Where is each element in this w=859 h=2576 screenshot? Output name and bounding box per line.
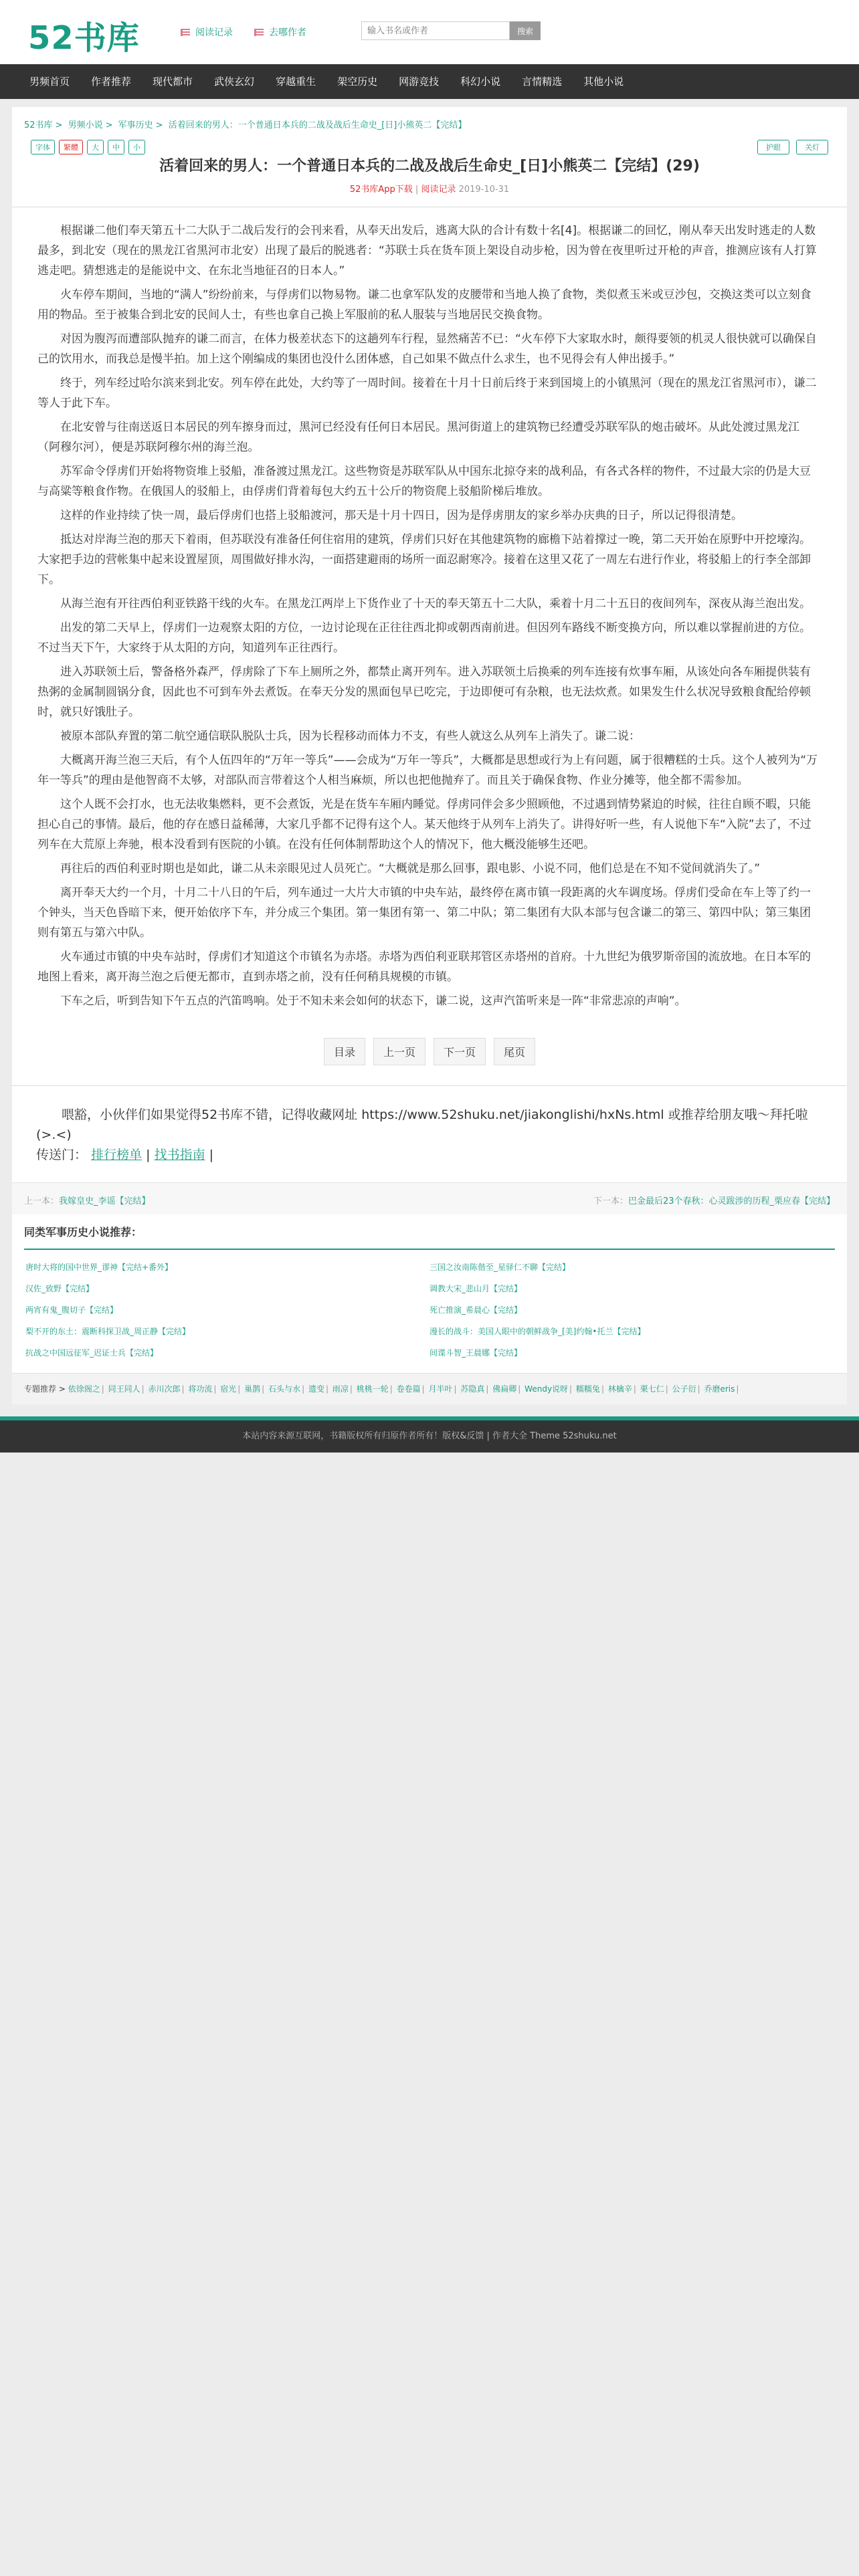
paragraph: 火车通过市镇的中央车站时，俘虏们才知道这个市镇名为赤塔。赤塔为西伯利亚联邦管区赤塔州的首府。十九世纪为俄罗斯帝国的流放地。在日本军的地图上看来，离开海兰泡之后便无都市，直到赤塔之前，没有任何稍具规模的市镇。 [37, 950, 811, 984]
tag-separator: | [262, 1384, 265, 1394]
search-input[interactable] [361, 21, 510, 40]
related-book-link[interactable]: 漫长的战斗：美国人眼中的朝鲜战争_[美]约翰•托兰【完结】 [430, 1327, 646, 1336]
tag-link[interactable]: 乔磨eris [704, 1384, 735, 1394]
site-footer: 本站内容来源互联网，书籍版权所有归原作者所有！版权&反馈 | 作者大全 Theme 52shuku.net [0, 1420, 859, 1453]
related-item [430, 1278, 834, 1299]
nav-item[interactable]: 男频首页 [29, 76, 70, 88]
display-tools [757, 140, 828, 154]
tag-separator: | [213, 1384, 217, 1394]
related-book-link[interactable]: 汉佐_致野【完结】 [25, 1284, 94, 1293]
paragraph: 在北安曾与往南送返日本居民的列车擦身而过，黑河已经没有任何日本居民。黑河街道上的建筑物已经遭受苏联军队的炮击破坏。从此处渡过黑龙江（阿穆尔河），便是苏联阿穆尔州的海兰泡。 [37, 421, 799, 454]
chapter-pager [12, 1038, 847, 1065]
main-content [12, 107, 847, 1404]
nav-item[interactable]: 穿越重生 [276, 76, 316, 88]
tag-link[interactable]: 同王同人 [108, 1384, 140, 1394]
tag-separator: | [736, 1384, 739, 1394]
next-book-link[interactable]: 巴金最后23个春秋：心灵跋涉的历程_栗应春【完结】 [628, 1196, 835, 1206]
related-heading: 同类军事历史小说推荐： [24, 1224, 835, 1250]
site-logo[interactable]: 52书库 [28, 19, 140, 57]
tag-link[interactable]: 苏隐真 [460, 1384, 485, 1394]
tag-separator: | [454, 1384, 457, 1394]
font-large-button[interactable]: 大 [87, 140, 104, 154]
paragraph: 对因为腹泻而遭部队抛弃的谦二而言，在体力极差状态下的这趟列车行程，显然痛苦不已：“火车停下大家取水时，颇得要领的机灵人很快就可以确保自己的饮用水，而我总是慢半拍。加上这个刚编成的集团也没什么团体感，自己如果不做点什么求生，也不见得会有人伸出援手。” [37, 332, 817, 366]
tag-link[interactable]: 林檎辛 [607, 1384, 632, 1394]
last-page-button[interactable]: 尾页 [494, 1038, 535, 1065]
tag-link[interactable]: 赤川次郎 [148, 1384, 181, 1394]
tag-link[interactable]: 遗变 [308, 1384, 324, 1394]
author-link-label: 去哪作者 [269, 27, 306, 38]
bookmark-tip [12, 1085, 847, 1182]
tag-separator: | [181, 1384, 185, 1394]
chapter-text [12, 207, 847, 1022]
chapter-meta [12, 182, 847, 195]
tag-separator: | [697, 1384, 700, 1394]
chapter-title: 活着回来的男人：一个普通日本兵的二战及战后生命史_[日]小熊英二【完结】(29) [159, 158, 700, 175]
guide-link[interactable]: 找书指南 [154, 1148, 205, 1162]
font-small-button[interactable]: 小 [128, 140, 145, 154]
paragraph: 苏军命令俘虏们开始将物资堆上驳船，准备渡过黑龙江。这些物资是苏联军队从中国东北掠夺来的战利品，有各式各样的物件，不过最大宗的仍是大豆与高粱等粮食作物。在俄国人的驳船上，由俘虏们背着每包大约五十公斤的物资爬上驳船阶梯后堆放。 [37, 465, 811, 498]
related-item [430, 1257, 834, 1278]
prev-book [24, 1194, 151, 1206]
paragraph: 根据谦二他们奉天第五十二大队于二战后发行的会刊来看，从奉天出发后，逃离大队的合计有数十名[4]。根据谦二的回忆，刚从奉天出发时逃走的人数最多，到北安（现在的黑龙江省黑河市北安）出现了最后的脱逃者：“苏联士兵在货车顶上架设自动步枪，因为曾在夜里听过开枪的声音，推测应该有人打算逃走吧。猜想逃走的是能说中文、在东北当地征召的日本人。” [37, 224, 817, 278]
tag-link[interactable]: 公子衍 [672, 1384, 696, 1394]
related-book-link[interactable]: 三国之汝南陈偕至_星驿仁不聊【完结】 [430, 1263, 571, 1272]
font-medium-button[interactable]: 中 [108, 140, 124, 154]
site-header [0, 0, 859, 64]
main-nav [0, 64, 859, 99]
related-book-link[interactable]: 唐时大将的国中世界_谬神【完结+番外】 [25, 1263, 173, 1272]
tag-separator: | [349, 1384, 353, 1394]
tag-link[interactable]: 巢鹊 [244, 1384, 261, 1394]
breadcrumb-separator: > [55, 120, 63, 130]
font-button[interactable]: 字体 [31, 140, 55, 154]
related-book-link[interactable]: 抗战之中国远征军_迟证士兵【完结】 [25, 1348, 159, 1358]
tag-link[interactable]: 栗七仁 [640, 1384, 664, 1394]
tag-separator: | [486, 1384, 489, 1394]
related-item [430, 1342, 834, 1364]
paragraph: 离开奉天大约一个月，十月二十八日的午后，列车通过一大片大市镇的中央车站，最终停在离市镇一段距离的火车调度场。俘虏们受命在车上等了约一个钟头，当天色昏暗下来，便开始依序下车，并分成三个集团。第一集团有第一、第二中队；第二集团有大队本部与包含谦二的第三、第四中队；第三集团则有第五与第六中队。 [37, 886, 811, 940]
tag-link[interactable]: 石头与水 [268, 1384, 301, 1394]
breadcrumb [12, 107, 847, 137]
toc-button[interactable]: 目录 [324, 1038, 365, 1065]
tip-transfer-label: 传送门： [36, 1148, 88, 1162]
ranking-link[interactable]: 排行榜单 [91, 1148, 142, 1162]
tag-link[interactable]: 卷卷篇 [396, 1384, 421, 1394]
traditional-button[interactable]: 繁體 [59, 140, 83, 154]
paragraph: 大概离开海兰泡三天后，有个人伍四年的“万年一等兵”——会成为“万年一等兵”，大概都是思想或行为上有问题，属于很糟糕的士兵。这个人被列为“万年一等兵”的理由是他智商不太够，对部队而言带着这个人相当麻烦，所以也把他抛弃了。而且关于确保食物、作业分摊等，他全都不需参加。 [37, 754, 818, 787]
tip-separator: | [146, 1148, 151, 1162]
related-item [25, 1278, 430, 1299]
nav-item[interactable]: 言情精选 [522, 76, 563, 88]
nav-item[interactable]: 网游竞技 [399, 76, 440, 88]
tag-separator: | [141, 1384, 145, 1394]
paragraph: 下车之后，听到告知下午五点的汽笛鸣响。处于不知未来会如何的状态下，谦二说，这声汽笛听来是一阵“非常悲凉的声响”。 [60, 994, 686, 1008]
tag-separator: | [665, 1384, 668, 1394]
reader-toolbar [12, 137, 847, 157]
tag-link[interactable]: 将功流 [188, 1384, 213, 1394]
paragraph: 从海兰泡有开往西伯利亚铁路干线的火车。在黑龙江两岸上下货作业了十天的奉天第五十二大队，乘着十月二十五日的夜间列车，深夜从海兰泡出发。 [60, 597, 811, 611]
related-item [430, 1299, 834, 1321]
related-item [25, 1321, 430, 1342]
eye-care-button[interactable]: 护眼 [757, 140, 789, 154]
related-item [25, 1299, 430, 1321]
search-bar [361, 21, 541, 40]
tag-link[interactable]: 月半叶 [428, 1384, 453, 1394]
prev-page-button[interactable]: 上一页 [373, 1038, 425, 1065]
tag-separator: | [601, 1384, 604, 1394]
paragraph: 出发的第二天早上，俘虏们一边观察太阳的方位，一边讨论现在正往往西北抑或朝西南前进。但因列车路线不断变换方向，所以难以掌握前进的方位。不过当天下午，大家终于从太阳的方向，知道列车正往西行。 [37, 621, 811, 655]
paragraph: 火车停车期间，当地的“满人”纷纷前来，与俘虏们以物易物。谦二也拿军队发的皮腰带和当地人换了食物，类似煮玉米或豆沙包，交换这类可以立刻食用的物品。至于被集合到北安的民间人士，有些也拿自己换上军服前的私人服装与当地居民交换食物。 [37, 288, 812, 322]
related-item [430, 1321, 834, 1342]
related-book-link[interactable]: 间谍斗智_王晨娜【完结】 [430, 1348, 522, 1358]
nav-item[interactable]: 作者推荐 [91, 76, 132, 88]
reading-history-label: 阅读记录 [195, 27, 233, 38]
nav-item[interactable]: 现代都市 [153, 76, 193, 88]
paragraph: 再往后的西伯利亚时期也是如此，谦二从未亲眼见过人员死亡。“大概就是那么回事，跟电影、小说不同，他们总是在不知不觉间就消失了。” [60, 862, 761, 875]
reading-history-link[interactable] [181, 25, 233, 39]
author-link[interactable] [254, 25, 306, 39]
tag-link[interactable]: Wendy说呀 [524, 1384, 569, 1394]
font-tools [31, 140, 145, 154]
related-book-link[interactable]: 死亡推演_希晨心【完结】 [430, 1305, 522, 1315]
paragraph: 被原本部队弃置的第二航空通信联队脱队士兵，因为长程移动而体力不支，有些人就这么从列车上消失了。谦二说： [60, 730, 640, 743]
prev-book-label: 上一本： [24, 1196, 60, 1206]
chapter-date: 2019-10-31 [458, 185, 510, 195]
tag-link[interactable]: 佛扁卿 [492, 1384, 517, 1394]
tag-separator: | [421, 1384, 425, 1394]
breadcrumb-separator: > [155, 120, 163, 130]
next-page-button[interactable]: 下一页 [434, 1038, 486, 1065]
prev-next-books [12, 1182, 847, 1214]
paragraph: 抵达对岸海兰泡的那天下着雨，但苏联没有准备任何住宿用的建筑，俘虏们只好在其他建筑物的廊檐下站着撑过一晚，第二天开始在原野中开挖壕沟。大家把手边的营帐集中起来设置屋顶，周围做好排水沟，一面搭建避雨的场所一面忍耐寒冷。接着在这里又花了一周左右进行作业，将驳船上的行李全部卸下。 [37, 533, 811, 586]
nav-item[interactable]: 其他小说 [583, 76, 624, 88]
tip-separator: | [209, 1148, 214, 1162]
reading-history-meta-link[interactable]: 阅读记录 [421, 185, 456, 195]
paragraph: 这个人既不会打水，也无法收集燃料，更不会煮饭，光是在货车车厢内睡觉。俘虏同伴会多少照顾他，不过遇到情势紧迫的时候，往往自顾不暇，只能担心自己的事情。最后，他的存在感日益稀薄，大家几乎都不记得有这个人。某天他终于从列车上消失了。讲得好听一些，有人说他下车“入院”去了，不过列车在大荒原上奔驰，根本没看到有医院的小镇。在没有任何体制帮助这个人的情况下，他大概没能够生还吧。 [37, 798, 812, 851]
next-book-label: 下一本： [593, 1196, 628, 1206]
tag-link[interactable]: 雨凉 [332, 1384, 349, 1394]
related-item [25, 1257, 430, 1278]
tag-separator: | [518, 1384, 521, 1394]
related-book-link[interactable]: 调教大宋_悲山月【完结】 [430, 1284, 522, 1293]
list-icon [181, 29, 190, 36]
list-icon [254, 29, 264, 36]
nav-item[interactable]: 科幻小说 [460, 76, 501, 88]
related-list [24, 1250, 835, 1368]
tag-link[interactable]: 宿光 [220, 1384, 237, 1394]
tag-link[interactable]: 依徐阁之 [68, 1384, 100, 1394]
breadcrumb-item[interactable]: 52书库 [24, 120, 53, 130]
tag-link[interactable]: 桃桃一轮 [356, 1384, 389, 1394]
tag-separator: | [633, 1384, 636, 1394]
lights-off-button[interactable]: 关灯 [796, 140, 828, 154]
tags-label: 专题推荐 > [24, 1384, 66, 1394]
tag-separator: | [302, 1384, 305, 1394]
search-button[interactable]: 搜索 [510, 21, 541, 40]
nav-item[interactable]: 武侠玄幻 [214, 76, 255, 88]
prev-book-link[interactable]: 我嫁皇史_李谣【完结】 [59, 1196, 151, 1206]
meta-separator: | [415, 185, 419, 195]
nav-item[interactable]: 架空历史 [337, 76, 378, 88]
tag-separator: | [237, 1384, 241, 1394]
next-book [593, 1194, 835, 1206]
topic-tags [12, 1373, 847, 1404]
related-item [25, 1342, 430, 1364]
tag-link[interactable]: 糯糯兔 [575, 1384, 600, 1394]
page-background [0, 1453, 859, 2121]
breadcrumb-item[interactable]: 军事历史 [118, 120, 153, 130]
tag-separator: | [325, 1384, 328, 1394]
breadcrumb-separator: > [105, 120, 113, 130]
related-books [12, 1214, 847, 1373]
breadcrumb-item[interactable]: 活着回来的男人：一个普通日本兵的二战及战后生命史_[日]小熊英二【完结】 [168, 120, 467, 130]
breadcrumb-item[interactable]: 男频小说 [68, 120, 103, 130]
related-book-link[interactable]: 两宵有鬼_腹切子【完结】 [25, 1305, 118, 1315]
paragraph: 这样的作业持续了快一周，最后俘虏们也搭上驳船渡河，那天是十月十四日，因为是俘虏朋友的家乡举办庆典的日子，所以记得很清楚。 [60, 509, 743, 522]
tip-links [36, 1145, 823, 1165]
related-book-link[interactable]: 梨不开的东土：震断科探卫战_周正静【完结】 [25, 1327, 191, 1336]
tag-separator: | [101, 1384, 104, 1394]
app-download-link[interactable]: 52书库App下载 [349, 185, 413, 195]
paragraph: 终于，列车经过哈尔滨来到北安。列车停在此处，大约等了一周时间。接着在十月十日前后终于来到国境上的小镇黑河（现在的黑龙江省黑河市），谦二等人于此下车。 [37, 377, 817, 410]
tip-text: 喂豁，小伙伴们如果觉得52书库不错，记得收藏网址 https://www.52shuku.net/jiakonglishi/hxNs.html 或推荐给朋友哦～拜托啦 (>.<) [36, 1107, 808, 1142]
tag-separator: | [569, 1384, 573, 1394]
tag-separator: | [389, 1384, 393, 1394]
paragraph: 进入苏联领土后，警备格外森严，俘虏除了下车上厕所之外，都禁止离开列车。进入苏联领土后换乘的列车连接有炊事车厢，从该处向各车厢提供装有热粥的金属制圆锅分食，因此也不可到车外去煮饭。在奉天分发的黑面包早已吃完，于边即便可有杂粮，也无法炊煮。如果发生什么状况导致粮食配给停顿时，就只好饿肚子。 [37, 665, 811, 719]
